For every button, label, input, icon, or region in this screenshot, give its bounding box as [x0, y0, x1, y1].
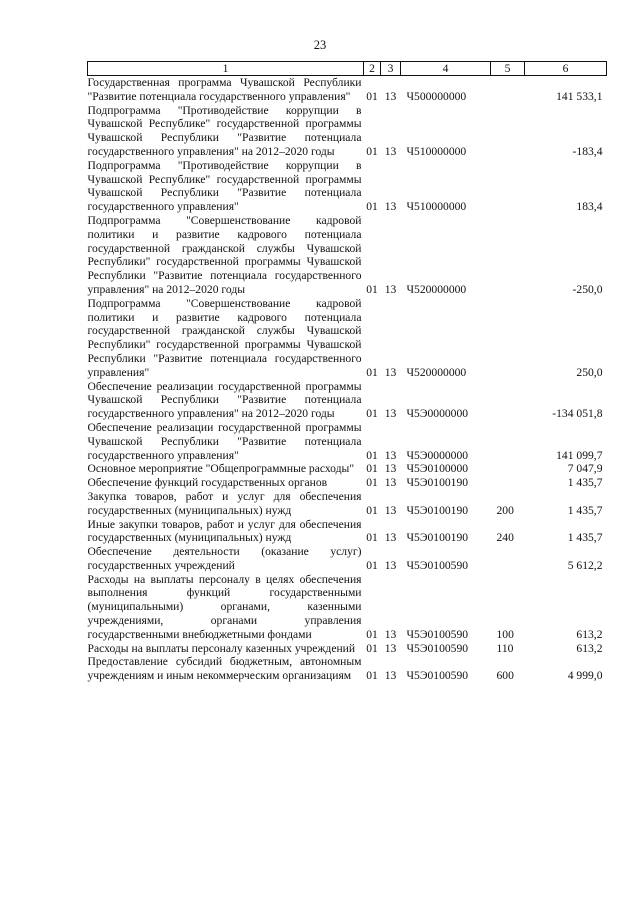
row-section: 01	[366, 531, 378, 545]
row-expense-type	[491, 214, 525, 297]
row-subsection: 13	[384, 365, 397, 379]
row-section: 01	[366, 558, 378, 572]
table-row	[88, 462, 607, 476]
table-row	[88, 214, 607, 297]
row-subsection: 13	[384, 200, 397, 214]
header-col-3: 3	[381, 62, 401, 76]
row-amount: 141 533,1	[556, 89, 603, 103]
row-subsection: 13	[384, 144, 397, 158]
row-amount: 5 612,2	[567, 558, 603, 572]
row-subsection: 13	[384, 462, 397, 476]
row-target-article: Ч5Э0100590	[406, 558, 469, 572]
budget-table	[87, 61, 607, 683]
row-name: Основное мероприятие "Общепрограммные расходы"	[87, 462, 355, 476]
row-subsection: 13	[384, 531, 397, 545]
row-amount: -134 051,8	[552, 407, 603, 421]
row-amount: -183,4	[572, 144, 603, 158]
row-target-article: Ч5Э0100590	[406, 669, 469, 683]
header-col-4: 4	[401, 62, 491, 76]
row-target-article: Ч5Э0000000	[406, 448, 469, 462]
row-name: Государственная программа Чувашской Республики "Развитие потенциала государственного управления"	[87, 76, 362, 103]
row-target-article: Ч520000000	[406, 282, 467, 296]
row-expense-type	[491, 545, 525, 573]
row-section: 01	[366, 462, 378, 476]
row-subsection: 13	[384, 558, 397, 572]
row-name: Расходы на выплаты персоналу казенных учреждений	[87, 641, 356, 655]
row-subsection: 13	[384, 407, 397, 421]
row-amount: 1 435,7	[567, 476, 603, 490]
row-target-article: Ч500000000	[406, 89, 467, 103]
row-name: Предоставление субсидий бюджетным, автономным учреждениям и иным некоммерческим организациям	[87, 655, 362, 683]
row-expense-type	[491, 380, 525, 421]
row-subsection: 13	[384, 627, 397, 641]
row-section: 01	[366, 641, 378, 655]
row-section: 01	[366, 365, 378, 379]
row-expense-type: 100	[496, 627, 514, 641]
row-amount: 613,2	[576, 641, 603, 655]
row-subsection: 13	[384, 448, 397, 462]
row-target-article: Ч5Э0100590	[406, 627, 469, 641]
row-section: 01	[366, 407, 378, 421]
table-row	[88, 76, 607, 104]
header-col-2: 2	[364, 62, 381, 76]
table-body	[88, 76, 607, 684]
row-section: 01	[366, 476, 378, 490]
row-amount: 4 999,0	[567, 669, 603, 683]
row-name: Подпрограмма "Противодействие коррупции в Чувашской Республике" государственной программы Чувашской Республики "Развитие потенциала государственного управления" на 2012–2020 годы	[87, 103, 362, 158]
row-amount: 1 435,7	[567, 531, 603, 545]
row-amount: -250,0	[572, 282, 603, 296]
table-row	[88, 518, 607, 546]
row-expense-type	[491, 76, 525, 104]
table-row	[88, 490, 607, 518]
table-row	[88, 104, 607, 159]
row-section: 01	[366, 669, 378, 683]
row-expense-type	[491, 297, 525, 380]
table-row	[88, 642, 607, 656]
row-name: Подпрограмма "Совершенствование кадровой политики и развитие кадрового потенциала государственной гражданской службы Чувашской Республики" государственной программы Чувашской Республики "Развитие потенциала государственного управления"	[87, 296, 362, 379]
row-expense-type	[491, 462, 525, 476]
row-subsection: 13	[384, 89, 397, 103]
row-subsection: 13	[384, 282, 397, 296]
row-name: Закупка товаров, работ и услуг для обеспечения государственных (муниципальных) нужд	[87, 489, 362, 517]
row-amount: 250,0	[576, 365, 603, 379]
row-section: 01	[366, 627, 378, 641]
header-col-6: 6	[525, 62, 607, 76]
row-expense-type: 110	[496, 641, 514, 655]
row-expense-type: 600	[496, 669, 514, 683]
row-amount: 7 047,9	[567, 462, 603, 476]
page-number: 23	[313, 38, 327, 52]
row-amount: 183,4	[576, 200, 603, 214]
row-name: Обеспечение реализации государственной программы Чувашской Республики "Развитие потенциала государственного управления" на 2012–2020 годы	[87, 379, 362, 421]
row-expense-type: 200	[496, 503, 514, 517]
row-section: 01	[366, 282, 378, 296]
row-section: 01	[366, 144, 378, 158]
row-name: Расходы на выплаты персоналу в целях обеспечения выполнения функций государственными (муниципальными) органами, казенными учреждениями, органами управления государственными внебюджетными фондами	[87, 572, 362, 641]
row-target-article: Ч520000000	[406, 365, 467, 379]
row-name: Обеспечение деятельности (оказание услуг) государственных учреждений	[87, 545, 362, 572]
header-col-5: 5	[491, 62, 525, 76]
header-col-1: 1	[88, 62, 364, 76]
row-amount: 1 435,7	[567, 503, 603, 517]
row-subsection: 13	[384, 503, 397, 517]
row-target-article: Ч5Э0100190	[406, 531, 469, 545]
table-row	[88, 159, 607, 214]
table-row	[88, 655, 607, 683]
table-row	[88, 297, 607, 380]
row-target-article: Ч510000000	[406, 144, 467, 158]
table-row	[88, 421, 607, 462]
table-row	[88, 380, 607, 421]
row-target-article: Ч5Э0100190	[406, 476, 469, 490]
table-row	[88, 545, 607, 573]
row-name: Подпрограмма "Совершенствование кадровой политики и развитие кадрового потенциала государственной гражданской службы Чувашской Республики" государственной программы Чувашской Республики "Развитие потенциала государственного управления" на 2012–2020 годы	[87, 213, 362, 296]
row-expense-type	[491, 421, 525, 462]
row-name: Обеспечение реализации государственной программы Чувашской Республики "Развитие потенциала государственного управления"	[87, 420, 362, 462]
row-target-article: Ч510000000	[406, 200, 467, 214]
row-expense-type	[491, 159, 525, 214]
row-target-article: Ч5Э0100190	[406, 503, 469, 517]
row-section: 01	[366, 200, 378, 214]
row-amount: 141 099,7	[556, 448, 603, 462]
row-subsection: 13	[384, 476, 397, 490]
row-name: Иные закупки товаров, работ и услуг для обеспечения государственных (муниципальных) нужд	[87, 517, 362, 545]
row-section: 01	[366, 89, 378, 103]
table-row	[88, 476, 607, 490]
row-expense-type	[491, 104, 525, 159]
row-subsection: 13	[384, 669, 397, 683]
row-target-article: Ч5Э0100590	[406, 641, 469, 655]
row-section: 01	[366, 448, 378, 462]
row-target-article: Ч5Э0100000	[406, 462, 469, 476]
row-section: 01	[366, 503, 378, 517]
row-expense-type	[491, 476, 525, 490]
row-target-article: Ч5Э0000000	[406, 407, 469, 421]
table-row	[88, 573, 607, 642]
header-row	[88, 62, 607, 76]
row-expense-type: 240	[496, 531, 514, 545]
row-name: Обеспечение функций государственных органов	[87, 476, 328, 490]
row-name: Подпрограмма "Противодействие коррупции в Чувашской Республике" государственной программы Чувашской Республики "Развитие потенциала государственного управления"	[87, 158, 362, 214]
row-amount: 613,2	[576, 627, 603, 641]
row-subsection: 13	[384, 641, 397, 655]
